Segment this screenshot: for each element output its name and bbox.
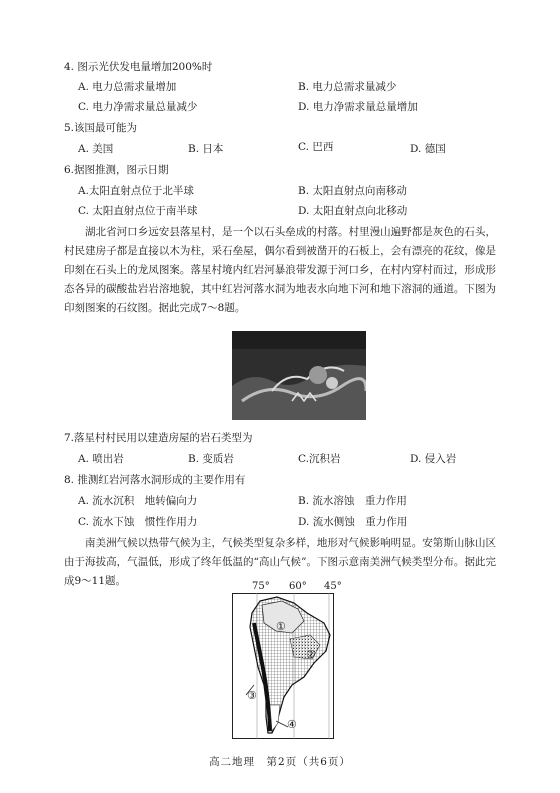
q5-stem: 5.该国最可能为 bbox=[64, 122, 138, 134]
q4-stem: 4. 图示光伏发电量增加200%时 bbox=[64, 61, 213, 73]
passage-south-america-climate: 南美洲气候以热带气候为主，气候类型复杂多样，地形对气候影响明显。安第斯山脉山区由于海拔高，气温低，形成了终年低温的“高山气候”。下图示意南美洲气候类型分布。据此完成9～11题。 bbox=[64, 537, 496, 587]
q6-option-d: D. 太阳直射点向北移动 bbox=[298, 205, 408, 217]
q8-option-d: D. 流水侧蚀 重力作用 bbox=[298, 516, 408, 528]
stone-pattern-photo bbox=[232, 331, 366, 420]
q6-option-b: B. 太阳直射点向南移动 bbox=[298, 185, 407, 197]
q7-option-a: A. 喷出岩 bbox=[78, 453, 124, 465]
map-region-label-4: ④ bbox=[287, 718, 297, 731]
longitude-label-45: 45° bbox=[324, 581, 342, 592]
q4-option-b: B. 电力总需求量减少 bbox=[298, 81, 397, 93]
q8-stem: 8. 推测红岩河落水洞形成的主要作用有 bbox=[64, 474, 246, 486]
q8-option-c: C. 流水下蚀 惯性作用力 bbox=[78, 516, 198, 528]
longitude-label-75: 75° bbox=[252, 581, 270, 592]
q6-stem: 6.据图推测，图示日期 bbox=[64, 164, 169, 176]
q5-option-c: C. 巴西 bbox=[298, 141, 334, 153]
q7-option-c: C.沉积岩 bbox=[298, 453, 341, 465]
passage-stone-village: 湖北省河口乡远安县落星村，是一个以石头垒成的村落。村里漫山遍野都是灰色的石头，村民建房子都是直接以木为柱，采石垒屋，偶尔看到被凿开的石板上，会有漂亮的花纹，像是印刻在石头上的龙凤图案。落星村境内红岩河暴浪带发源于河口乡，在村内穿村而过，形成形态各异的碳酸盐岩岩溶地貌，其中红岩河落水洞为地表水向地下河和地下溶洞的通道。下图为印刻图案的石纹图。据此完成7～8题。 bbox=[64, 226, 496, 314]
south-america-climate-map bbox=[232, 593, 334, 739]
q7-stem: 7.落星村村民用以建造房屋的岩石类型为 bbox=[64, 432, 253, 444]
q4-option-a: A. 电力总需求量增加 bbox=[78, 81, 177, 93]
longitude-label-60: 60° bbox=[289, 581, 307, 592]
q5-option-d: D. 德国 bbox=[410, 143, 446, 155]
q4-option-c: C. 电力净需求量总量减少 bbox=[78, 101, 198, 113]
q8-option-b: B. 流水溶蚀 重力作用 bbox=[298, 495, 407, 507]
q8-option-a: A. 流水沉积 地转偏向力 bbox=[78, 495, 198, 507]
map-region-label-1: ① bbox=[276, 620, 286, 633]
map-region-label-2: ② bbox=[306, 648, 316, 661]
map-region-label-3: ③ bbox=[247, 689, 257, 702]
q7-option-b: B. 变质岩 bbox=[188, 453, 234, 465]
q7-option-d: D. 侵入岩 bbox=[410, 453, 457, 465]
q5-option-a: A. 美国 bbox=[78, 143, 114, 155]
q6-option-a: A.太阳直射点位于北半球 bbox=[78, 185, 194, 197]
page-footer: 高二地理 第2页（共6页） bbox=[209, 756, 351, 768]
q5-option-b: B. 日本 bbox=[188, 143, 224, 155]
q4-option-d: D. 电力净需求量总量增加 bbox=[298, 101, 418, 113]
q6-option-c: C. 太阳直射点位于南半球 bbox=[78, 205, 198, 217]
